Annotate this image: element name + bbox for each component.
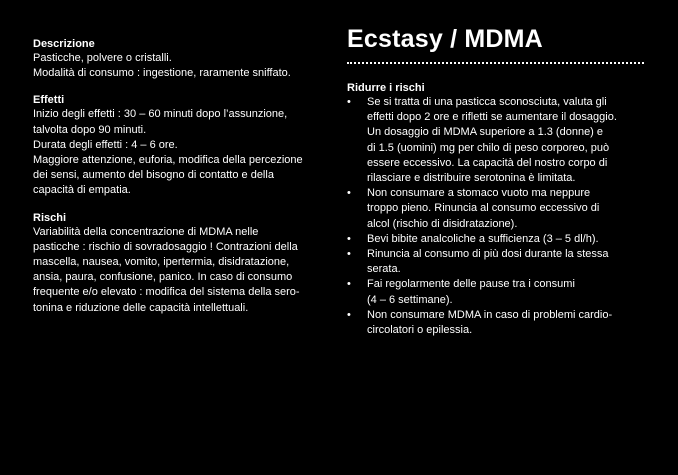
bullet-icon: • <box>347 96 351 108</box>
section-body-effetti <box>33 107 333 198</box>
text-line: pasticche : rischio di sovradosaggio ! Contrazioni della <box>33 240 298 253</box>
bullet-icon: • <box>347 308 351 321</box>
text-line: ansia, paura, confusione, panico. In caso di consumo <box>33 271 293 284</box>
text-line: Pasticche, polvere o cristalli. <box>33 52 172 64</box>
right-column <box>347 24 647 338</box>
list-item <box>347 247 647 277</box>
dotted-divider <box>347 62 644 64</box>
text-line: frequente e/o elevato : modifica del sistema della sero- <box>33 286 300 299</box>
text-line: Maggiore attenzione, euforia, modifica della percezione <box>33 154 303 167</box>
list-item <box>347 232 647 247</box>
section-heading-effetti: Effetti <box>33 94 65 107</box>
text-line: Un dosaggio di MDMA superiore a 1.3 (donne) e <box>367 126 604 139</box>
text-line: Non consumare a stomaco vuoto ma neppure <box>367 187 591 200</box>
list-item <box>347 308 647 338</box>
section-body-descrizione <box>33 51 333 81</box>
text-line: Inizio degli effetti : 30 – 60 minuti dopo l’assunzione, <box>33 108 288 121</box>
text-line: serata. <box>367 263 401 276</box>
bullet-icon: • <box>347 232 351 245</box>
list-item <box>347 95 647 186</box>
text-line: Bevi bibite analcoliche a sufficienza (3 – 5 dl/h). <box>367 232 599 245</box>
text-line: Fai regolarmente delle pause tra i consumi <box>367 278 575 291</box>
text-line: troppo pieno. Rinuncia al consumo eccessivo di <box>367 202 600 215</box>
bullet-icon: • <box>347 248 351 261</box>
text-line: Variabilità della concentrazione di MDMA nelle <box>33 225 259 238</box>
section-body-rischi <box>33 225 333 316</box>
section-heading-rischi: Rischi <box>33 211 67 224</box>
text-line: tonina e riduzione delle capacità intellettuali. <box>33 301 249 314</box>
text-line: Se si tratta di una pasticca sconosciuta, valuta gli <box>367 96 607 108</box>
text-line: dei sensi, aumento del bisogno di contatto e della <box>33 169 274 182</box>
left-column <box>33 37 333 328</box>
text-line: capacità di empatia. <box>33 184 131 197</box>
section-rischi <box>33 211 333 316</box>
list-item <box>347 186 647 232</box>
text-line: circolatori o epilessia. <box>367 324 473 337</box>
section-descrizione <box>33 37 333 81</box>
text-line: rilasciare e distribuire serotonina è limitata. <box>367 172 576 185</box>
bullet-icon: • <box>347 187 351 200</box>
text-line: (4 – 6 settimane). <box>367 293 453 306</box>
section-heading-descrizione: Descrizione <box>33 38 95 50</box>
bullet-icon: • <box>347 278 351 291</box>
text-line: Rinuncia al consumo di più dosi durante la stessa <box>367 248 609 261</box>
text-line: effetti dopo 2 ore e rifletti se aumentare il dosaggio. <box>367 111 617 124</box>
text-line: essere eccessivo. La capacità del nostro corpo di <box>367 156 608 169</box>
section-effetti <box>33 93 333 198</box>
section-heading-ridurre-rischi: Ridurre i rischi <box>347 82 425 94</box>
text-line: di 1.5 (uomini) mg per chilo di peso corporeo, può <box>367 141 610 154</box>
text-line: mascella, nausea, vomito, ipertermia, disidratazione, <box>33 256 290 269</box>
text-line: Modalità di consumo : ingestione, raramente sniffato. <box>33 67 291 80</box>
page-title: Ecstasy / MDMA <box>347 25 543 53</box>
text-line: talvolta dopo 90 minuti. <box>33 123 147 136</box>
risk-reduction-list <box>347 95 647 338</box>
text-line: Non consumare MDMA in caso di problemi cardio- <box>367 308 613 321</box>
list-item <box>347 277 647 307</box>
text-line: alcol (rischio di disidratazione). <box>367 217 518 230</box>
text-line: Durata degli effetti : 4 – 6 ore. <box>33 138 178 151</box>
